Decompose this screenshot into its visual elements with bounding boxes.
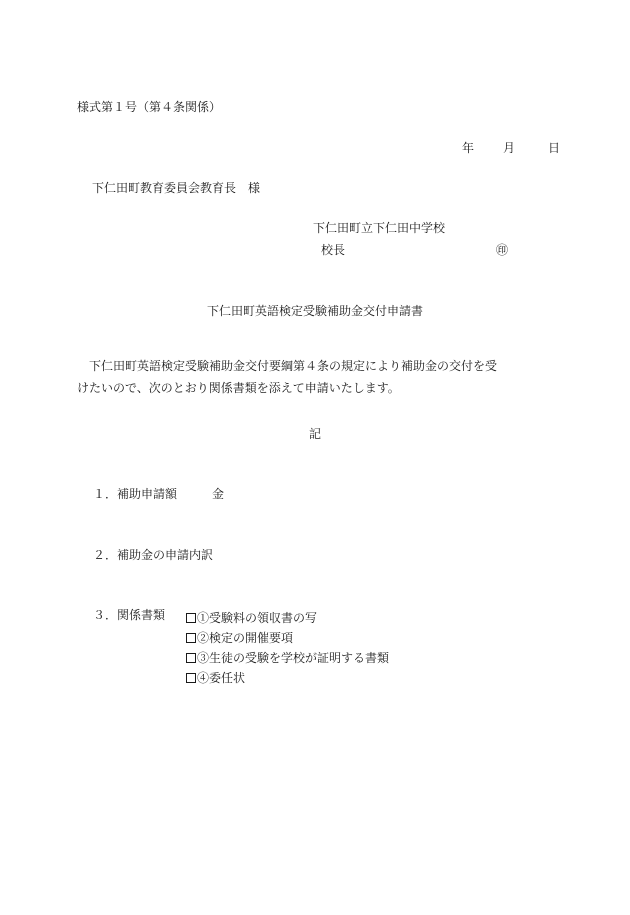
checkbox[interactable] <box>186 673 196 683</box>
addressee: 下仁田町教育委員会教育長 様 <box>92 181 261 195</box>
ki-heading: 記 <box>308 427 321 441</box>
item-number: １． <box>93 487 118 501</box>
checkbox[interactable] <box>186 633 196 643</box>
item-breakdown <box>93 548 213 564</box>
item-label: 補助申請額 <box>117 487 178 501</box>
doc-item-label: ④委任状 <box>197 671 246 685</box>
body-line-2: けたいので、次のとおり関係書類を添えて申請いたします。 <box>77 381 400 395</box>
checkbox[interactable] <box>186 613 196 623</box>
item-label: 関係書類 <box>117 608 166 622</box>
date-year-label: 年 <box>462 141 475 155</box>
applicant-school: 下仁田町立下仁田中学校 <box>313 221 446 235</box>
item-number: ２． <box>93 548 118 562</box>
doc-item-label: ②検定の開催要項 <box>197 631 294 645</box>
doc-item-label: ③生徒の受験を学校が証明する書類 <box>197 651 390 665</box>
doc-item-power-of-attorney <box>186 668 389 688</box>
item-application-amount <box>93 487 177 503</box>
date-month-label: 月 <box>503 141 516 155</box>
checkbox[interactable] <box>186 653 196 663</box>
doc-item-certificate <box>186 648 389 668</box>
item-related-documents <box>93 608 165 624</box>
seal-mark: ㊞ <box>496 243 509 257</box>
item-number: ３． <box>93 608 118 622</box>
doc-item-receipt <box>186 608 389 628</box>
applicant-principal: 校長 <box>321 243 346 257</box>
date-day-label: 日 <box>548 141 561 155</box>
document-checklist <box>186 608 389 688</box>
doc-item-guidelines <box>186 628 389 648</box>
item-label: 補助金の申請内訳 <box>117 548 214 562</box>
document-title-text: 下仁田町英語検定受験補助金交付申請書 <box>206 304 423 318</box>
form-number: 様式第１号（第４条関係） <box>77 100 222 114</box>
doc-item-label: ①受験料の領収書の写 <box>197 611 318 625</box>
document-title <box>0 304 630 320</box>
amount-prefix: 金 <box>212 487 225 501</box>
body-paragraph <box>77 355 557 399</box>
body-line-1: 下仁田町英語検定受験補助金交付要綱第４条の規定により補助金の交付を受 <box>89 359 498 373</box>
